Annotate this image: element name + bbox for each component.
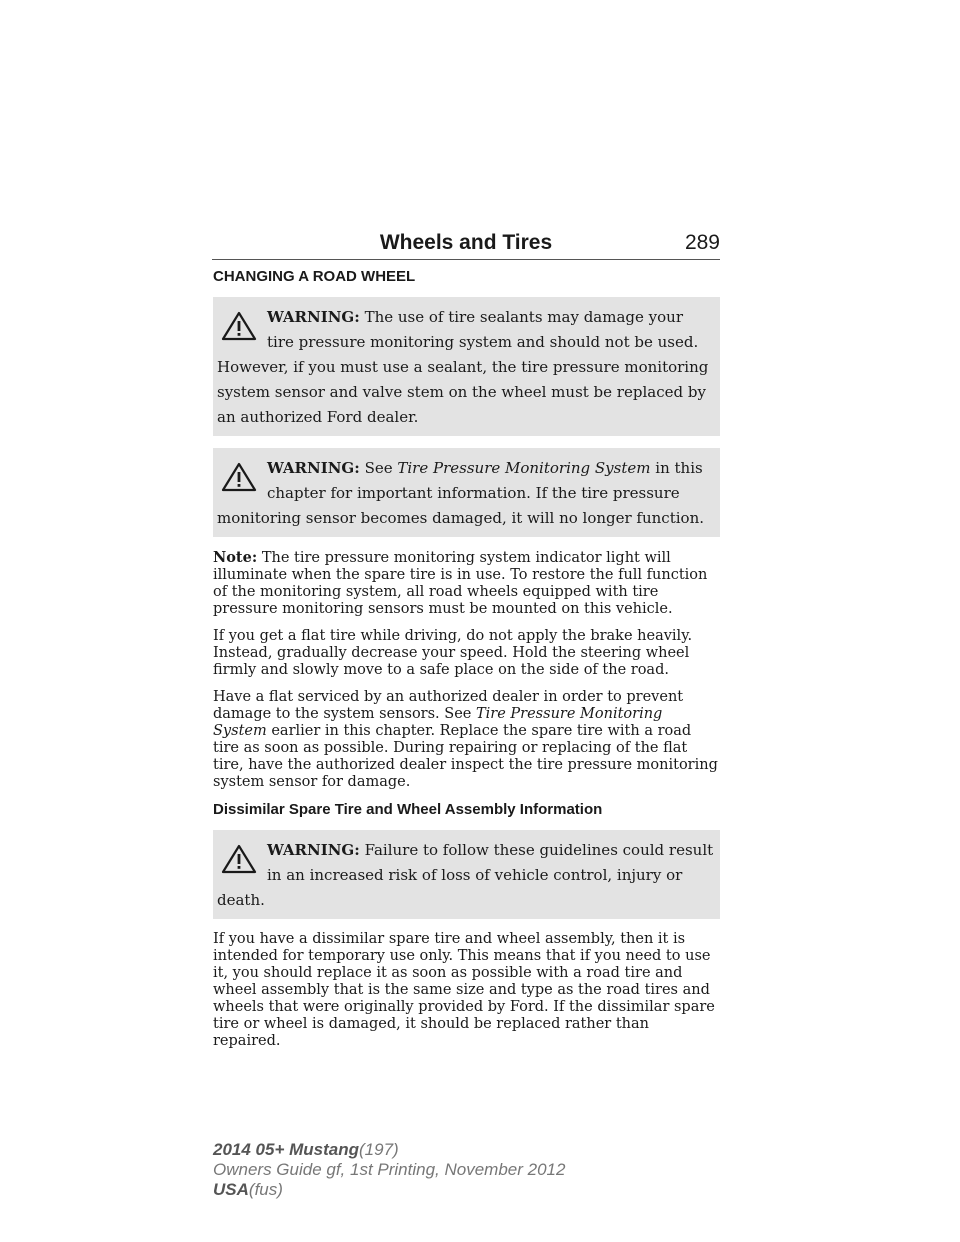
warning-triangle-icon <box>221 462 257 492</box>
warning-box <box>213 297 720 436</box>
note-paragraph <box>213 549 720 618</box>
warning-label: WARNING: <box>267 308 360 326</box>
body-paragraph: If you have a dissimilar spare tire and wheel assembly, then it is intended for temporary use only. This means that if you need to use it, you should replace it as soon as possible with a road tire and wheel assembly that is the same size and type as the road tires and wheels that were originally provided by Ford. If the dissimilar spare tire or wheel is damaged, it should be replaced rather than repaired. <box>213 931 715 1049</box>
body-paragraph <box>213 689 720 791</box>
section-heading: CHANGING A ROAD WHEEL <box>213 268 416 285</box>
paragraph-text-pre: Have a flat serviced by an authorized dealer in order to prevent damage to the system sensors. See <box>213 689 684 722</box>
page-header <box>212 231 720 261</box>
warning-triangle-icon <box>221 311 257 341</box>
warning-text: Failure to follow these guidelines could result in an increased risk of loss of vehicle control, injury or death. <box>217 841 714 909</box>
footer-market-code: (fus) <box>248 1180 283 1199</box>
footer-model: 2014 05+ Mustang <box>213 1140 359 1159</box>
footer-line <box>213 1180 565 1200</box>
warning-label: WARNING: <box>267 459 360 477</box>
footer-line <box>213 1140 565 1160</box>
page-number: 289 <box>684 231 720 254</box>
header-divider <box>212 259 720 260</box>
cross-reference: Tire Pressure Monitoring System <box>213 706 663 739</box>
cross-reference: Tire Pressure Monitoring System <box>397 459 651 477</box>
note-label: Note: <box>213 549 258 566</box>
footer-model-code: (197) <box>359 1140 399 1159</box>
warning-label: WARNING: <box>267 841 360 859</box>
paragraph-text-post: earlier in this chapter. Replace the spare tire with a road tire as soon as possible. During repairing or replacing of the flat tire, have the authorized dealer inspect the tire pressure monitoring system sensor for damage. <box>213 723 718 790</box>
warning-text: The use of tire sealants may damage your tire pressure monitoring system and should not be used. However, if you must use a sealant, the tire pressure monitoring system sensor and valve stem on the wheel must be replaced by an authorized Ford dealer. <box>217 308 709 426</box>
chapter-title: Wheels and Tires <box>379 231 553 254</box>
warning-triangle-icon <box>221 844 257 874</box>
page-content <box>213 268 720 1060</box>
footer-market: USA <box>213 1180 249 1199</box>
warning-text-post: in this chapter for important information. If the tire pressure monitoring sensor becomes damaged, it will no longer function. <box>217 459 704 527</box>
body-paragraph: If you get a flat tire while driving, do not apply the brake heavily. Instead, gradually decrease your speed. Hold the steering wheel firmly and slowly move to a safe place on the side of the road. <box>213 628 693 678</box>
page-footer <box>213 1140 565 1200</box>
note-text: The tire pressure monitoring system indicator light will illuminate when the spare tire is in use. To restore the full function of the monitoring system, all road wheels equipped with tire pressure monitoring sensors must be mounted on this vehicle. <box>213 550 708 617</box>
warning-box <box>213 830 720 919</box>
subsection-heading: Dissimilar Spare Tire and Wheel Assembly Information <box>213 801 603 818</box>
warning-text-pre: See <box>364 459 393 477</box>
warning-box <box>213 448 720 537</box>
footer-line: Owners Guide gf, 1st Printing, November 2012 <box>213 1160 566 1179</box>
